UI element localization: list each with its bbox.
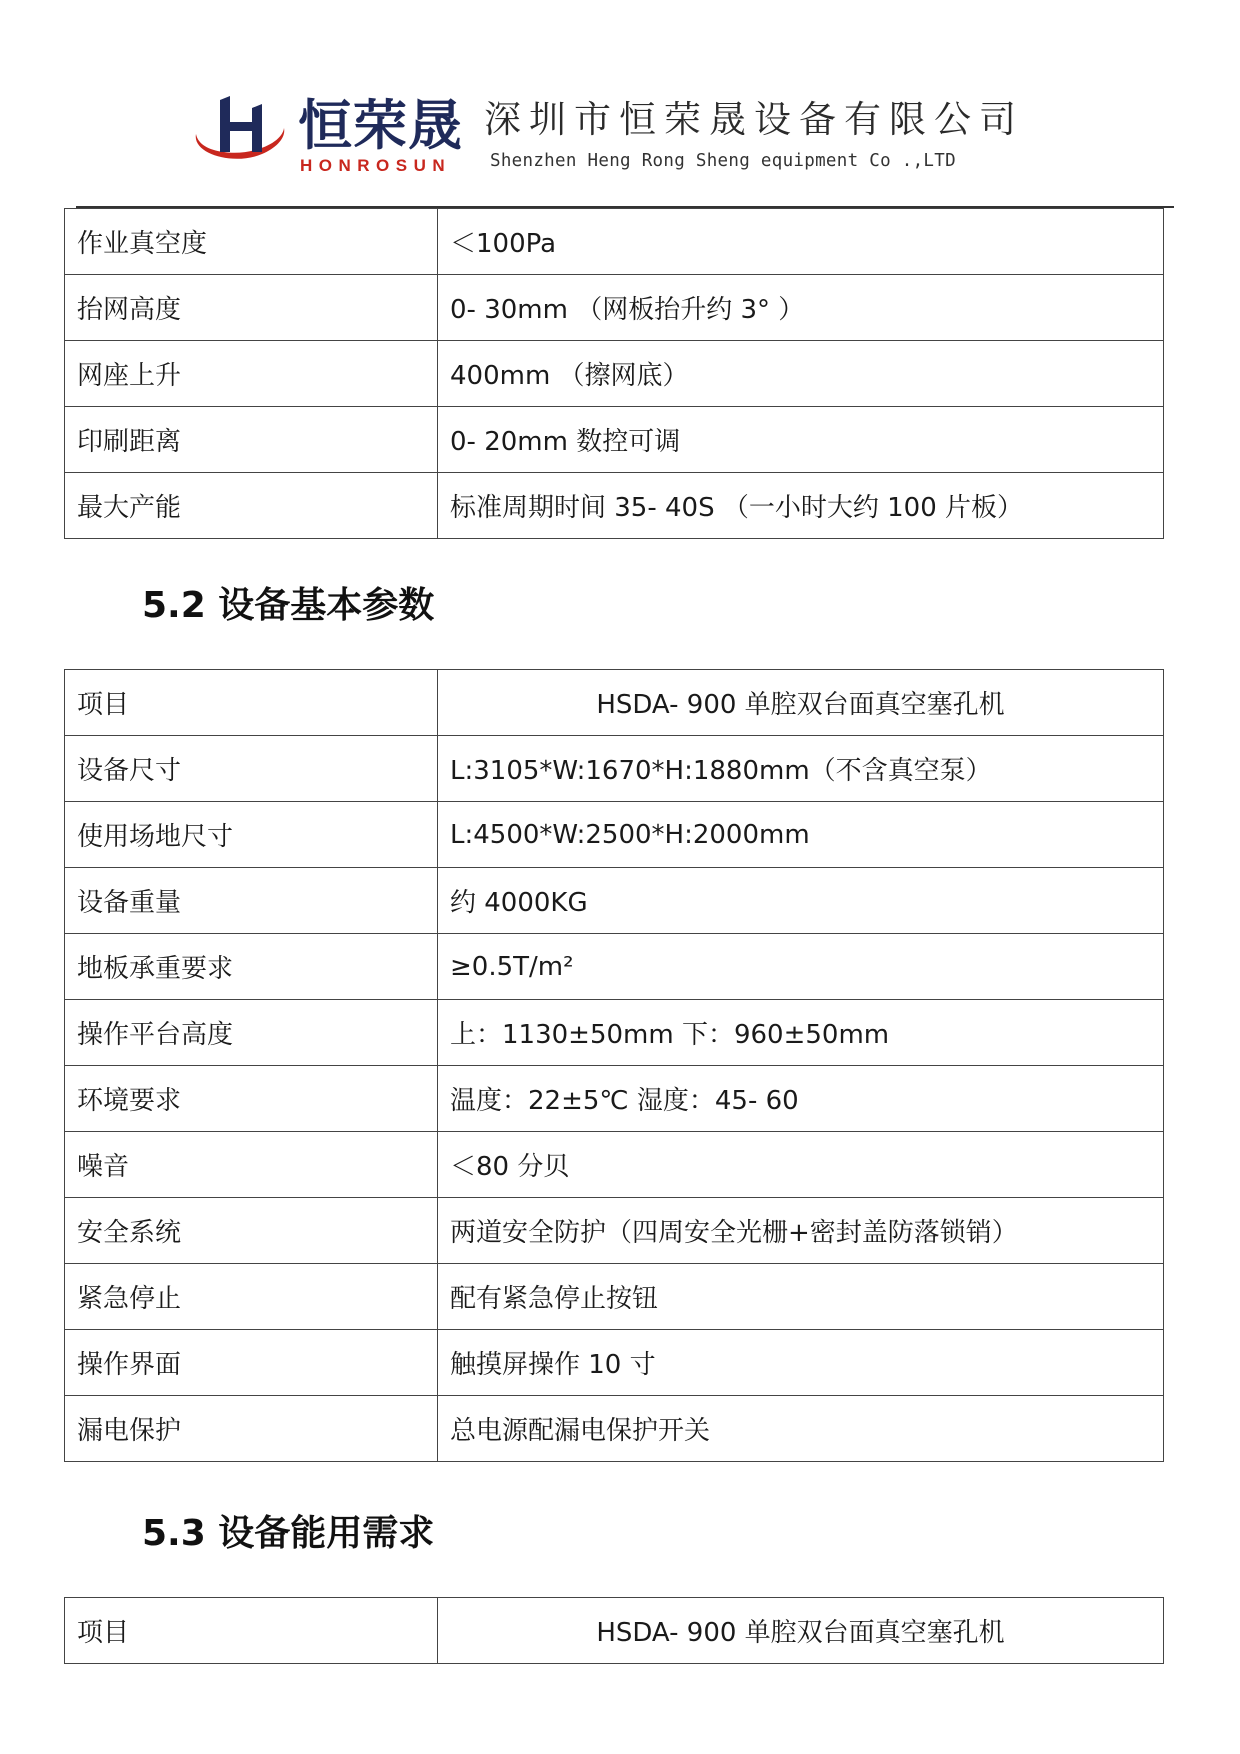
table-row [65, 209, 1164, 275]
process-params-table [64, 208, 1164, 539]
row-value: 上：1130±50mm 下：960±50mm [438, 1000, 1164, 1066]
table-row [65, 473, 1164, 539]
header-label: 项目 [65, 1598, 438, 1664]
header-model: HSDA- 900 单腔双台面真空塞孔机 [438, 670, 1164, 736]
row-value: 400mm （擦网底） [438, 341, 1164, 407]
row-label: 地板承重要求 [65, 934, 438, 1000]
row-label: 紧急停止 [65, 1264, 438, 1330]
row-value: 约 4000KG [438, 868, 1164, 934]
row-value: L:4500*W:2500*H:2000mm [438, 802, 1164, 868]
table-row [65, 275, 1164, 341]
company-name-cn: 深圳市恒荣晟设备有限公司 [484, 98, 1024, 141]
table-header-row [65, 1598, 1164, 1664]
row-label: 噪音 [65, 1132, 438, 1198]
row-label: 漏电保护 [65, 1396, 438, 1462]
section-title-basic-params: 5.2 设备基本参数 [142, 585, 435, 626]
table-row [65, 802, 1164, 868]
table-row [65, 1330, 1164, 1396]
table-row [65, 1396, 1164, 1462]
company-name-en: Shenzhen Heng Rong Sheng equipment Co .,LTD [490, 151, 956, 171]
brand-name-cn: 恒荣晟 [298, 94, 463, 157]
table-row [65, 1132, 1164, 1198]
table-header-row [65, 670, 1164, 736]
section-title-power-needs: 5.3 设备能用需求 [142, 1513, 435, 1554]
table-row [65, 1198, 1164, 1264]
brand-name-en: HONROSUN [300, 156, 452, 175]
table-row [65, 868, 1164, 934]
row-value: 总电源配漏电保护开关 [438, 1396, 1164, 1462]
row-label: 使用场地尺寸 [65, 802, 438, 868]
table-row [65, 407, 1164, 473]
row-label: 作业真空度 [65, 209, 438, 275]
row-value: L:3105*W:1670*H:1880mm（不含真空泵） [438, 736, 1164, 802]
row-label: 网座上升 [65, 341, 438, 407]
table-row [65, 1066, 1164, 1132]
table-row [65, 736, 1164, 802]
row-value: 两道安全防护（四周安全光栅+密封盖防落锁销） [438, 1198, 1164, 1264]
company-logo-icon [190, 92, 290, 168]
row-value: 配有紧急停止按钮 [438, 1264, 1164, 1330]
table-row [65, 1000, 1164, 1066]
row-label: 设备重量 [65, 868, 438, 934]
row-value: 温度：22±5℃ 湿度：45- 60 [438, 1066, 1164, 1132]
row-value: 触摸屏操作 10 寸 [438, 1330, 1164, 1396]
row-label: 操作界面 [65, 1330, 438, 1396]
row-value: 0- 30mm （网板抬升约 3° ） [438, 275, 1164, 341]
row-label: 最大产能 [65, 473, 438, 539]
row-value: ＜80 分贝 [438, 1132, 1164, 1198]
row-label: 环境要求 [65, 1066, 438, 1132]
power-needs-table [64, 1597, 1164, 1664]
row-value: 0- 20mm 数控可调 [438, 407, 1164, 473]
row-label: 操作平台高度 [65, 1000, 438, 1066]
row-label: 抬网高度 [65, 275, 438, 341]
row-label: 安全系统 [65, 1198, 438, 1264]
row-label: 设备尺寸 [65, 736, 438, 802]
table-row [65, 1264, 1164, 1330]
row-value: ＜100Pa [438, 209, 1164, 275]
row-label: 印刷距离 [65, 407, 438, 473]
basic-params-table [64, 669, 1164, 1462]
row-value: ≥0.5T/m² [438, 934, 1164, 1000]
row-value: 标准周期时间 35- 40S （一小时大约 100 片板） [438, 473, 1164, 539]
table-row [65, 934, 1164, 1000]
header-model: HSDA- 900 单腔双台面真空塞孔机 [438, 1598, 1164, 1664]
table-row [65, 341, 1164, 407]
document-header [0, 0, 1240, 210]
header-label: 项目 [65, 670, 438, 736]
